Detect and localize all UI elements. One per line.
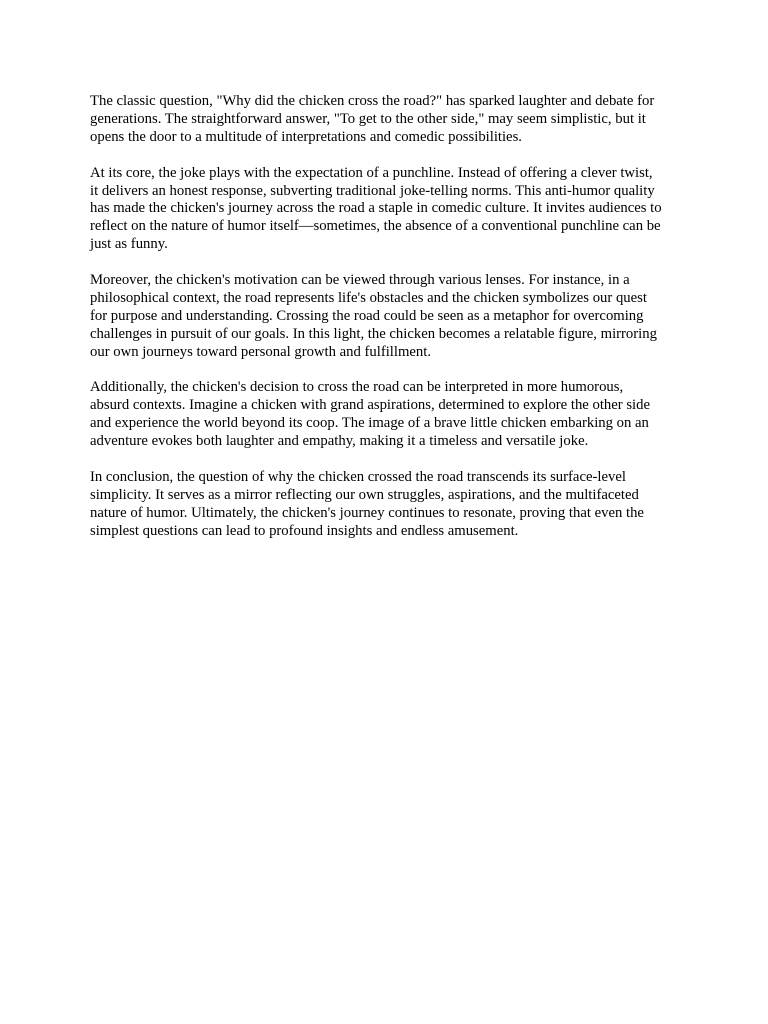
text-line: In conclusion, the question of why the chicken crossed the road transcends its surface-level: [90, 468, 626, 485]
text-line: nature of humor. Ultimately, the chicken's journey continues to resonate, proving that even the: [90, 504, 644, 521]
text-line: Moreover, the chicken's motivation can be viewed through various lenses. For instance, in a: [90, 272, 630, 289]
text-line: it delivers an honest response, subverting traditional joke-telling norms. This anti-humor quality: [90, 182, 655, 199]
text-line: just as funny.: [90, 236, 168, 253]
paragraph-core: [90, 165, 682, 255]
text-line: reflect on the nature of humor itself—sometimes, the absence of a conventional punchline can be: [90, 218, 661, 235]
text-line: and experience the world beyond its coop. The image of a brave little chicken embarking on an: [90, 415, 649, 432]
paragraph-conclusion: [90, 469, 682, 541]
text-line: The classic question, "Why did the chicken cross the road?" has sparked laughter and debate for: [90, 93, 655, 109]
text-line: challenges in pursuit of our goals. In this light, the chicken becomes a relatable figure, mirroring: [90, 325, 657, 342]
text-line: adventure evokes both laughter and empathy, making it a timeless and versatile joke.: [90, 433, 589, 450]
text-line: for purpose and understanding. Crossing the road could be seen as a metaphor for overcoming: [90, 307, 644, 324]
text-line: simplest questions can lead to profound insights and endless amusement.: [90, 522, 519, 539]
paragraph-intro: [90, 93, 682, 147]
paragraph-absurd: [90, 379, 682, 451]
text-line: At its core, the joke plays with the expectation of a punchline. Instead of offering a clever twist,: [90, 164, 653, 181]
text-line: generations. The straightforward answer, "To get to the other side," may seem simplistic, but it: [90, 110, 646, 127]
text-line: absurd contexts. Imagine a chicken with grand aspirations, determined to explore the other side: [90, 397, 650, 414]
text-line: simplicity. It serves as a mirror reflecting our own struggles, aspirations, and the multifaceted: [90, 486, 639, 503]
text-line: opens the door to a multitude of interpretations and comedic possibilities.: [90, 128, 522, 145]
paragraph-motivation: [90, 272, 682, 362]
text-line: has made the chicken's journey across the road a staple in comedic culture. It invites audiences to: [90, 200, 662, 217]
text-line: Additionally, the chicken's decision to cross the road can be interpreted in more humorous,: [90, 379, 624, 396]
text-line: philosophical context, the road represents life's obstacles and the chicken symbolizes our quest: [90, 289, 647, 306]
text-line: our own journeys toward personal growth and fulfillment.: [90, 343, 432, 360]
